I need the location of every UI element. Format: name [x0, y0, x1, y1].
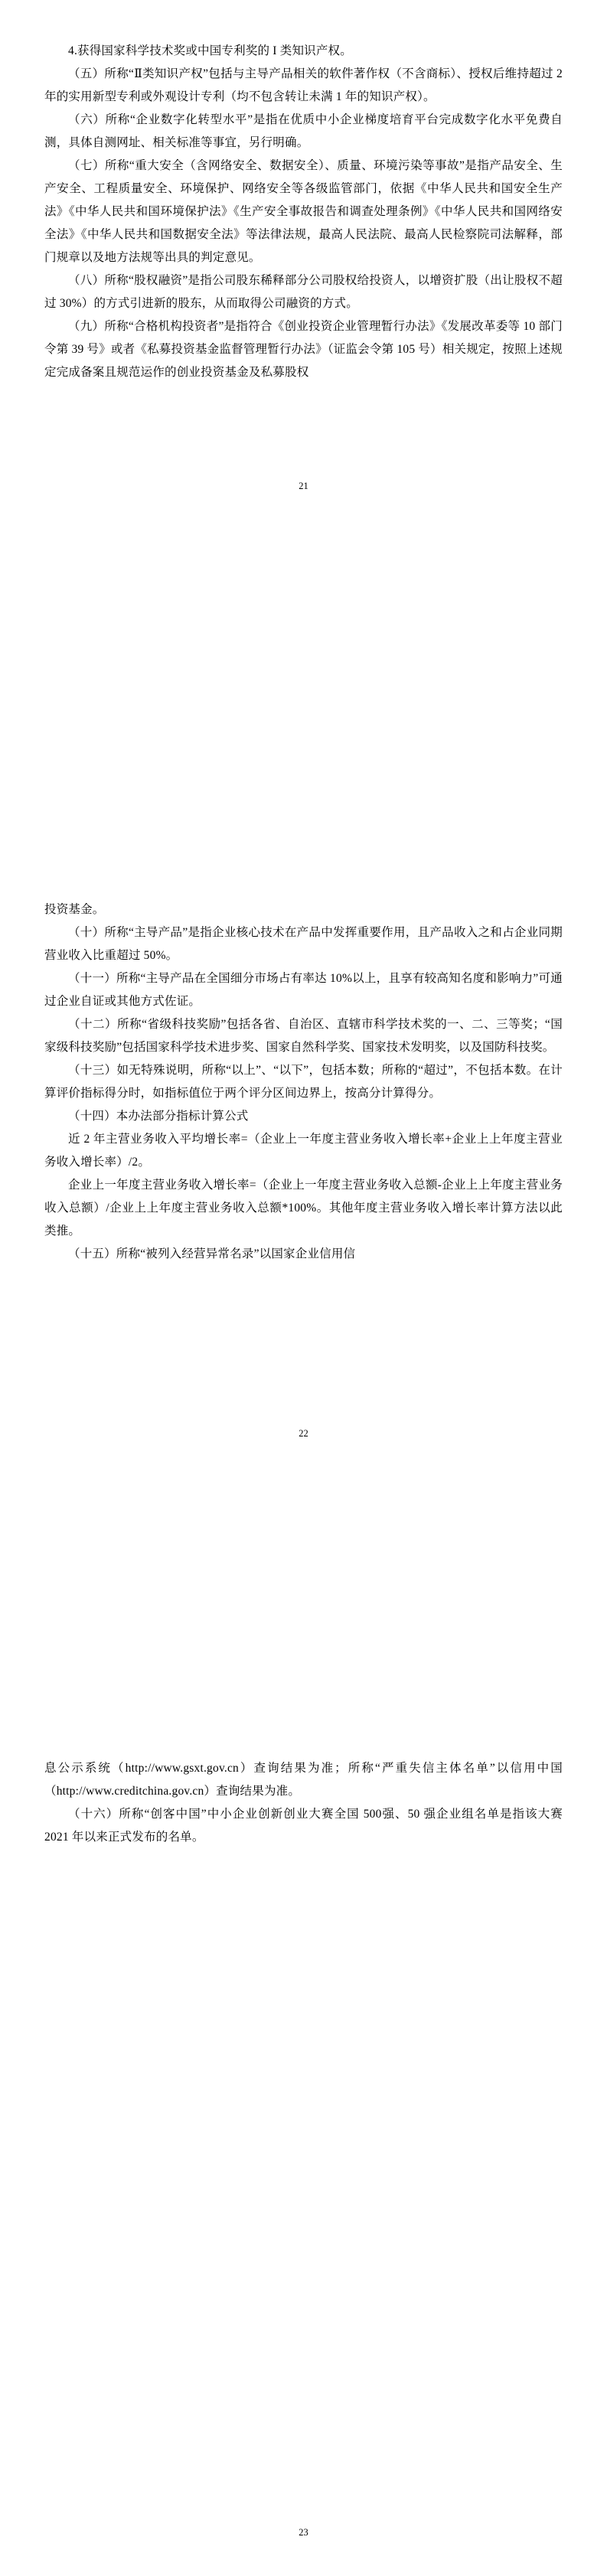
document-page-3 [0, 1717, 607, 2576]
paragraph: （十六）所称“创客中国”中小企业创新创业大赛全国 500强、50 强企业组名单是指该大赛 2021 年以来正式发布的名单。 [44, 1808, 563, 1844]
document-page-1 [0, 0, 607, 859]
paragraph: 投资基金。 [44, 903, 105, 916]
paragraph: （十一）所称“主导产品在全国细分市场占有率达 10%以上，且享有较高知名度和影响力”可通过企业自证或其他方式佐证。 [44, 972, 563, 1008]
paragraph: （十五）所称“被列入经营异常名录”以国家企业信用信 [68, 1247, 356, 1260]
paragraph: （十）所称“主导产品”是指企业核心技术在产品中发挥重要作用，且产品收入之和占企业同期营业收入比重超过 50%。 [44, 926, 563, 962]
paragraph: 4.获得国家科学技术奖或中国专利奖的 I 类知识产权。 [68, 44, 352, 57]
paragraph: （十四）本办法部分指标计算公式 [68, 1110, 249, 1123]
paragraph: （六）所称“企业数字化转型水平”是指在优质中小企业梯度培育平台完成数字化水平免费自测，具体自测网址、相关标准等事宜，另行明确。 [44, 113, 563, 149]
paragraph: （十三）如无特殊说明，所称“以上”、“以下”，包括本数；所称的“超过”，不包括本数。在计算评价指标得分时，如指标值位于两个评分区间边界上，按高分计算得分。 [44, 1064, 563, 1100]
page-number: 23 [299, 2527, 308, 2538]
paragraph: （八）所称“股权融资”是指公司股东稀释部分公司股权给投资人，以增资扩股（出让股权不超过 30%）的方式引进新的股东，从而取得公司融资的方式。 [44, 274, 563, 310]
paragraph: 息公示系统（http://www.gsxt.gov.cn）查询结果为准；所称“严重失信主体名单”以信用中国（http://www.creditchina.gov.cn）查询结果为准。 [44, 1762, 563, 1798]
paragraph: （九）所称“合格机构投资者”是指符合《创业投资企业管理暂行办法》《发展改革委等 10 部门令第 39 号》或者《私募投资基金监督管理暂行办法》（证监会令第 105 号）相关规定，按照上述规定完成备案且规范运作的创业投资基金及私募股权 [44, 320, 563, 379]
paragraph: 企业上一年度主营业务收入增长率=（企业上一年度主营业务收入总额-企业上上年度主营业务收入总额）/企业上上年度主营业务收入总额*100%。其他年度主营业务收入增长率计算方法以此类推。 [44, 1179, 563, 1237]
page-number: 22 [299, 1428, 308, 1439]
document-page-2 [0, 859, 607, 1717]
paragraph: （五）所称“Ⅱ类知识产权”包括与主导产品相关的软件著作权（不含商标）、授权后维持超过 2 年的实用新型专利或外观设计专利（均不包含转让未满 1 年的知识产权）。 [44, 67, 563, 103]
page-number: 21 [299, 481, 308, 491]
paragraph: 近 2 年主营业务收入平均增长率=（企业上一年度主营业务收入增长率+企业上上年度主营业务收入增长率）/2。 [44, 1133, 563, 1169]
paragraph: （七）所称“重大安全（含网络安全、数据安全）、质量、环境污染等事故”是指产品安全、生产安全、工程质量安全、环境保护、网络安全等各级监管部门，依据《中华人民共和国安全生产法》《中华人民共和国环境保护法》《生产安全事故报告和调查处理条例》《中华人民共和国网络安全法》《中华人民共和国数据安全法》等法律法规，最高人民法院、最高人民检察院司法解释，部门规章以及地方法规等出具的判定意见。 [44, 159, 563, 264]
paragraph: （十二）所称“省级科技奖励”包括各省、自治区、直辖市科学技术奖的一、二、三等奖；“国家级科技奖励”包括国家科学技术进步奖、国家自然科学奖、国家技术发明奖，以及国防科技奖。 [44, 1018, 563, 1054]
